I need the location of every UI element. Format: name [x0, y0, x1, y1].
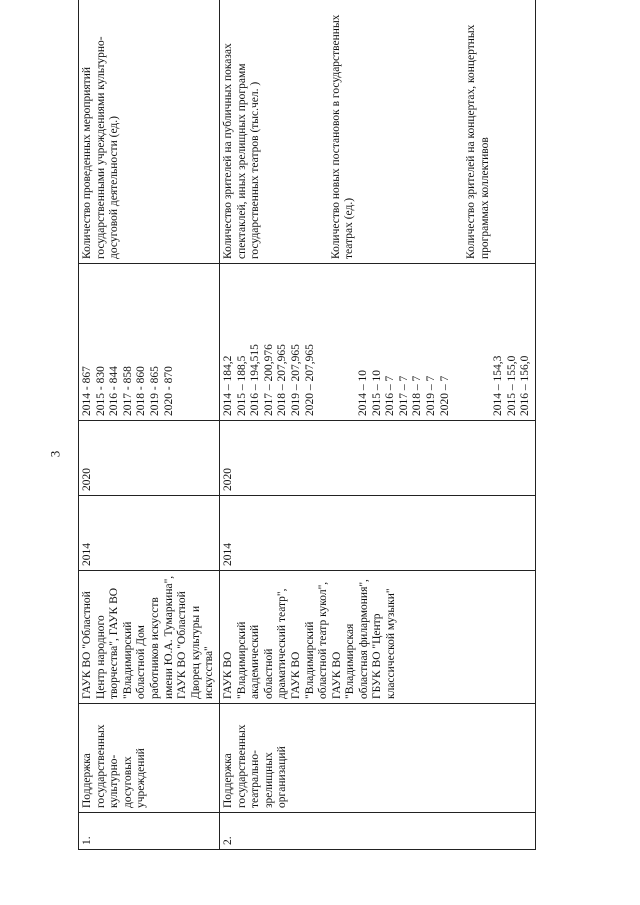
value-line: 2020 – 7	[438, 375, 451, 416]
activity-name: Поддержка государственных культурно-досуговых учреждений	[79, 704, 220, 813]
rotated-table-container	[78, 14, 640, 850]
spacer	[452, 268, 492, 416]
value-line: 2017 - 858	[121, 366, 134, 416]
table-row	[219, 0, 535, 850]
value-line: 2020 - 870	[162, 366, 175, 416]
indicator-text: Количество проведенных мероприятий государственными учреждениями культурно-досуговой деятельности (ед.)	[81, 36, 121, 259]
activity-name: Поддержка государственных театрально-зрелищных организаций	[219, 704, 535, 813]
row-number: 1.	[79, 813, 220, 850]
row-number: 2.	[219, 813, 535, 850]
value-line: 2018 - 860	[135, 366, 148, 416]
value-line: 2016 – 194,515	[249, 344, 262, 416]
indicator-text: Количество зрителей на концертах, концертных программах коллективов	[464, 24, 491, 259]
indicator-values	[79, 264, 220, 421]
indicator-description	[79, 0, 220, 264]
start-year: 2014	[79, 496, 220, 571]
value-line: 2014 – 10	[357, 370, 370, 416]
value-line: 2016 - 844	[108, 366, 121, 416]
end-year: 2020	[219, 421, 535, 496]
value-line: 2015 – 155,0	[505, 355, 518, 416]
value-line: 2019 – 207,965	[289, 344, 302, 416]
start-year: 2014	[219, 496, 535, 571]
indicator-text: Количество зрителей на публичных показах спектаклей, иных зрелищных программ государственных театров (тыс.чел. )	[221, 43, 262, 259]
program-table	[78, 0, 536, 850]
value-line: 2015 – 10	[370, 370, 383, 416]
value-line: 2014 – 154,3	[492, 355, 505, 416]
page-number: 3	[47, 450, 63, 458]
value-line: 2019 – 7	[425, 375, 438, 416]
value-line: 2016 – 7	[384, 375, 397, 416]
executors: ГАУК ВО "Областной Центр народного творчества", ГАУК ВО "Владимирский областной Дом работников искусств имени Ю.А. Тумаркина", ГАУК ВО "Областной Дворец культуры и искусства"	[79, 571, 220, 704]
indicator-values	[219, 264, 535, 421]
value-line: 2018 – 207,965	[276, 344, 289, 416]
value-line: 2017 – 200,976	[262, 344, 275, 416]
value-line: 2015 – 188,5	[235, 355, 248, 416]
executors: ГАУК ВО "Владимирский академический областной драматический театр", ГАУК ВО "Владимирский областной театр кукол", ГАУК ВО "Владимирская областная филармония", ГБУК ВО "Центр классической музыки"	[219, 571, 535, 704]
spacer	[357, 1, 465, 259]
value-line: 2017 – 7	[397, 375, 410, 416]
indicator-text: Количество новых постановок в государственных театрах (ед.)	[329, 14, 356, 259]
table-row	[79, 0, 220, 850]
value-line: 2015 - 830	[94, 366, 107, 416]
value-line: 2016 – 156,0	[519, 355, 532, 416]
spacer	[263, 1, 330, 259]
value-line: 2019 - 865	[148, 366, 161, 416]
indicator-description	[219, 0, 535, 264]
value-line: 2014 - 867	[81, 366, 93, 416]
spacer	[317, 268, 357, 416]
value-line: 2018 – 7	[411, 375, 424, 416]
value-line: 2020 – 207,965	[303, 344, 316, 416]
value-line: 2014 – 184,2	[221, 355, 234, 416]
end-year: 2020	[79, 421, 220, 496]
